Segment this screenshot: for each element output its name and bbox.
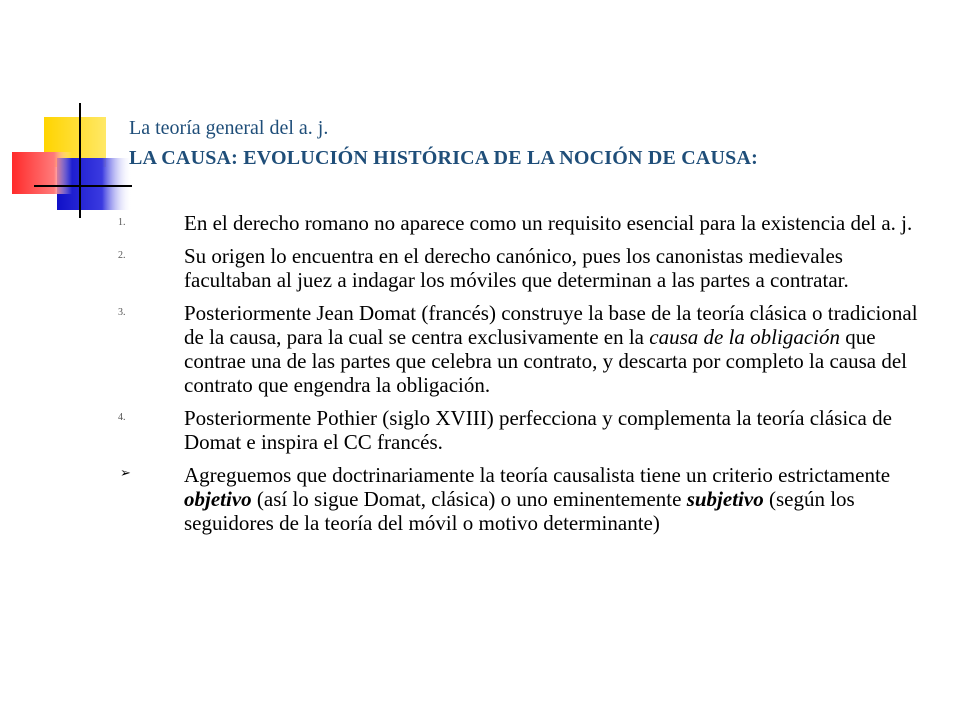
item-text: Su origen lo encuentra en el derecho canónico, pues los canonistas medievales facultaban al juez a indagar los móviles que determinan a las partes a contratar. — [184, 244, 849, 292]
content-list — [118, 211, 928, 544]
list-item-2 — [118, 244, 928, 292]
color-blocks-logo-icon — [0, 0, 140, 230]
item-text-start: Posteriormente Jean Domat (francés) construye la base de la teoría clásica o tradicional de la causa, para la cual se centra exclusivamente en la — [184, 301, 918, 349]
list-item-3 — [118, 301, 928, 397]
item-text-part-1: Agreguemos que doctrinariamente la teoría causalista tiene un criterio estrictamente — [184, 463, 891, 487]
item-bold-objetivo: objetivo — [184, 487, 252, 511]
list-item-5 — [118, 463, 928, 535]
item-text-part-2: (así lo sigue Domat, clásica) o uno eminentemente — [251, 487, 687, 511]
list-number: 4. — [118, 412, 126, 423]
title-line-2: LA CAUSA: EVOLUCIÓN HISTÓRICA DE LA NOCIÓN DE CAUSA: — [129, 147, 758, 169]
list-number: 3. — [118, 307, 126, 318]
slide-title — [129, 113, 929, 173]
list-number: 1. — [118, 217, 126, 228]
list-number: 2. — [118, 250, 126, 261]
item-text: Posteriormente Pothier (siglo XVIII) perfecciona y complementa la teoría clásica de Domat e inspira el CC francés. — [184, 406, 892, 454]
list-item-1 — [118, 211, 928, 235]
list-item-4 — [118, 406, 928, 454]
item-text-part-3: (según los seguidores de la teoría del móvil o motivo determinante) — [184, 487, 855, 535]
item-italic-phrase: causa de la obligación — [649, 325, 840, 349]
arrow-bullet-icon: ➢ — [120, 465, 131, 480]
logo-red-block — [12, 152, 72, 194]
item-text: En el derecho romano no aparece como un requisito esencial para la existencia del a. j. — [184, 211, 913, 235]
title-line-1: La teoría general del a. j. — [129, 117, 329, 139]
item-text-end: que contrae una de las partes que celebra un contrato, y descarta por completo la causa del contrato que engendra la obligación. — [184, 325, 908, 397]
item-bold-subjetivo: subjetivo — [686, 487, 764, 511]
